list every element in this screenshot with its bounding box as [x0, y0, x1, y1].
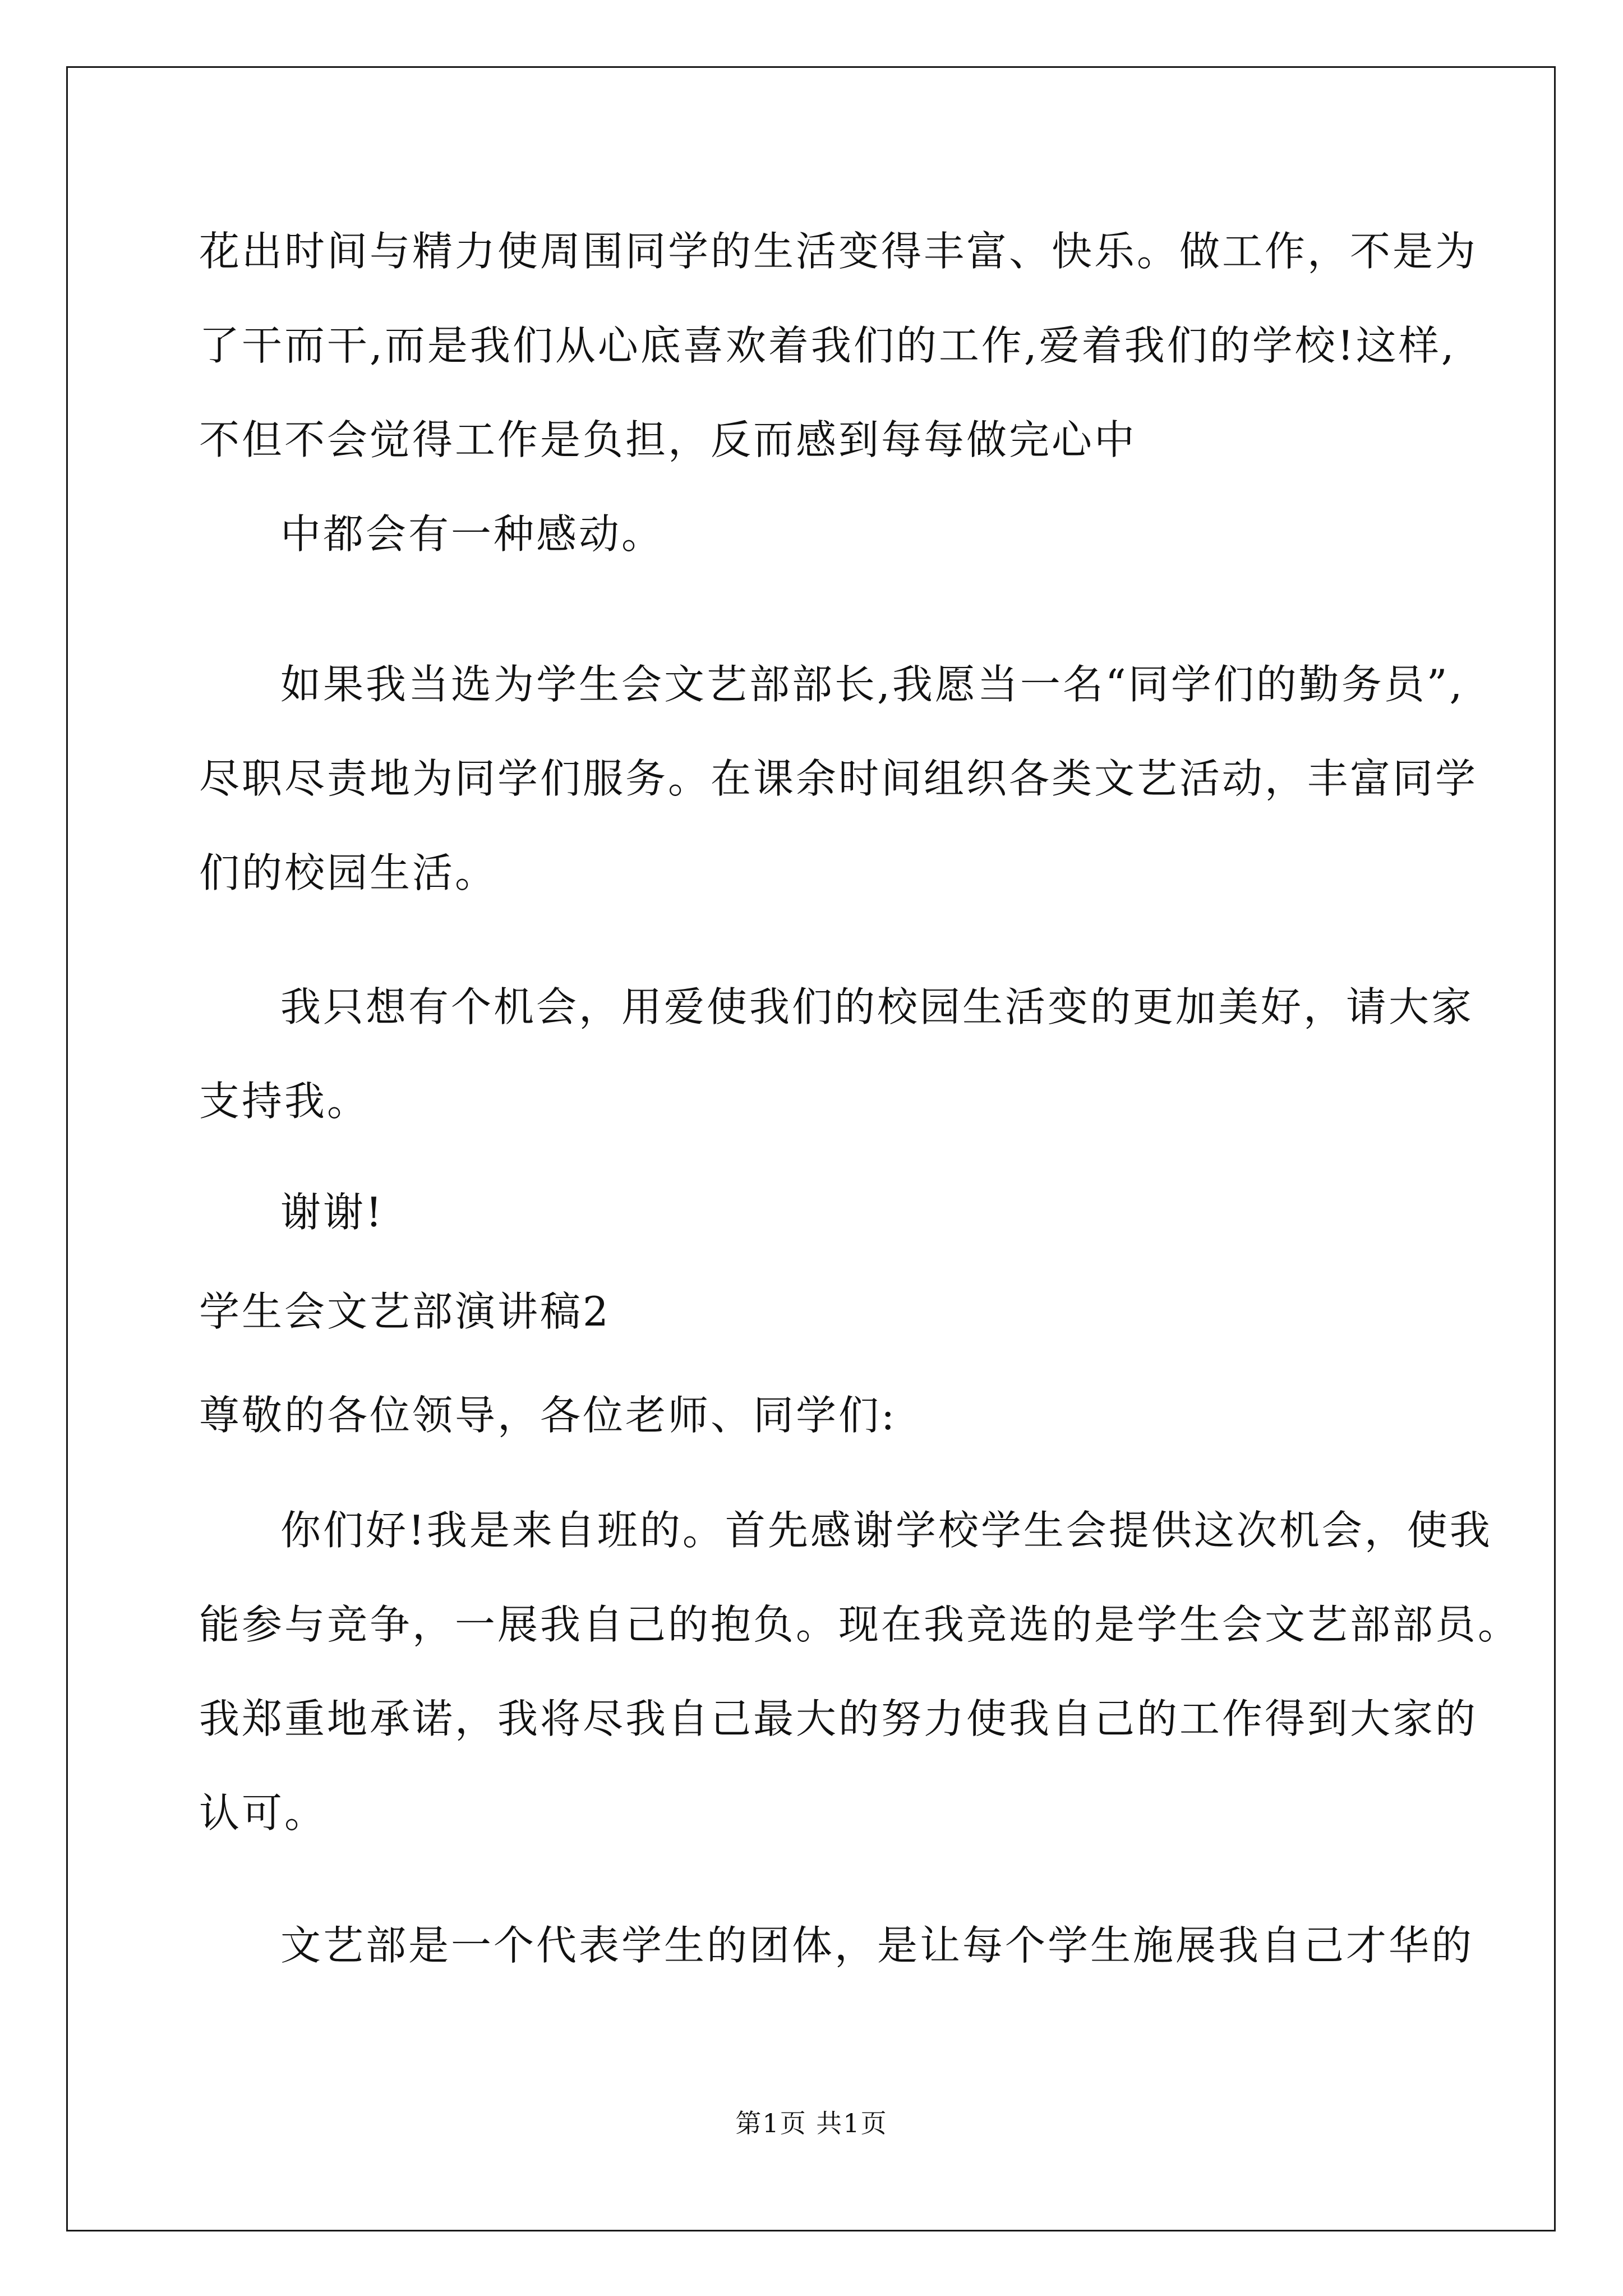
text-line-4: 中都会有一种感动。: [280, 510, 665, 558]
text-line-8: 我只想有个机会，用爱使我们的校园生活变的更加美好，请大家: [280, 983, 1474, 1030]
text-line-3: 不但不会觉得工作是负担，反而感到每每做完心中: [199, 416, 1137, 463]
text-line-9: 支持我。: [199, 1078, 370, 1125]
text-line-14: 能参与竞争，一展我自己的抱负。现在我竞选的是学生会文艺部部员。: [199, 1601, 1521, 1648]
text-line-15: 我郑重地承诺，我将尽我自己最大的努力使我自己的工作得到大家的: [199, 1695, 1478, 1742]
text-line-1: 花出时间与精力使周围同学的生活变得丰富、快乐。做工作，不是为: [199, 228, 1478, 275]
text-line-6: 尽职尽责地为同学们服务。在课余时间组织各类文艺活动，丰富同学: [199, 755, 1478, 802]
text-line-7: 们的校园生活。: [199, 849, 498, 896]
text-line-13: 你们好!我是来自班的。首先感谢学校学生会提供这次机会，使我: [280, 1507, 1492, 1554]
text-line-2: 了干而干,而是我们从心底喜欢着我们的工作,爱着我们的学校!这样,: [199, 322, 1456, 369]
text-line-10: 谢谢!: [280, 1189, 384, 1236]
text-line-17: 文艺部是一个代表学生的团体，是让每个学生施展我自己才华的: [280, 1922, 1474, 1969]
text-line-16: 认可。: [199, 1789, 328, 1837]
page-border: [66, 66, 1556, 2231]
section-heading: 学生会文艺部演讲稿2: [199, 1288, 611, 1335]
text-line-5: 如果我当选为学生会文艺部部长,我愿当一名“同学们的勤务员”,: [280, 661, 1465, 708]
page-footer: 第1页 共1页: [735, 2108, 888, 2138]
salutation-line: 尊敬的各位领导，各位老师、同学们:: [199, 1392, 897, 1439]
